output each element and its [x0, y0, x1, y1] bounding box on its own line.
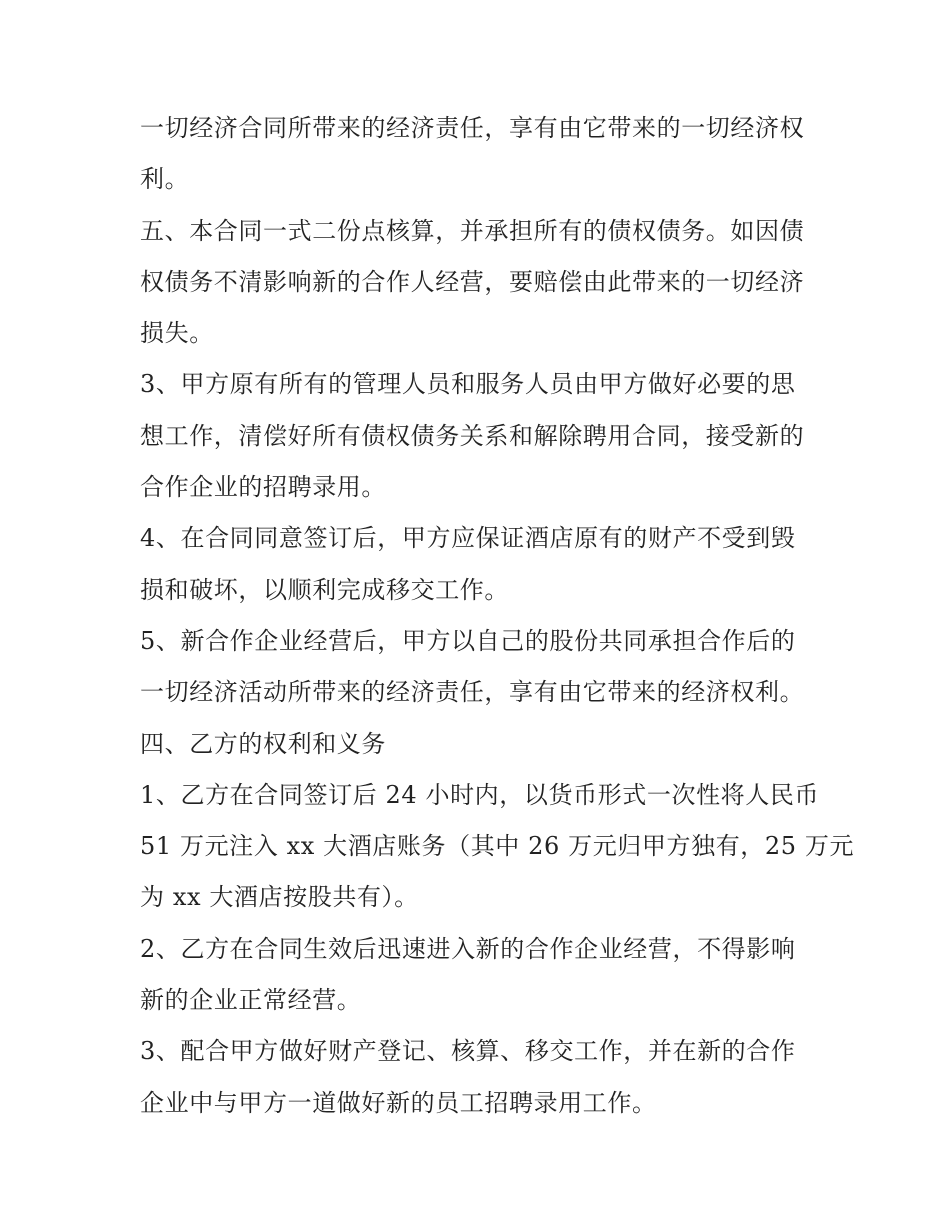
document-body [140, 103, 855, 1129]
text-line: 权债务不清影响新的合作人经营，要赔偿由此带来的一切经济 [140, 267, 805, 296]
text-line: 一切经济合同所带来的经济责任，享有由它带来的一切经济权 [140, 114, 805, 142]
text-line: 一切经济活动所带来的经济责任，享有由它带来的经济权利。 [140, 678, 805, 707]
section-heading: 四、乙方的权利和义务 [140, 729, 386, 758]
text-line: 51 万元注入 xx 大酒店账务（其中 26 万元归甲方独有，25 万元 [140, 832, 855, 861]
text-line: 想工作，清偿好所有债权债务关系和解除聘用合同，接受新的 [140, 421, 805, 450]
text-line: 为 xx 大酒店按股共有）。 [140, 883, 419, 912]
text-line: 利。 [140, 165, 190, 194]
text-line: 企业中与甲方一道做好新的员工招聘录用工作。 [140, 1088, 657, 1117]
text-line: 五、本合同一式二份点核算，并承担所有的债权债务。如因债 [140, 216, 805, 245]
text-line: 4、在合同同意签订后，甲方应保证酒店原有的财产不受到毁 [140, 524, 796, 553]
text-line: 1、乙方在合同签订后 24 小时内，以货币形式一次性将人民币 [140, 780, 820, 809]
text-line: 5、新合作企业经营后，甲方以自己的股份共同承担合作后的 [140, 626, 796, 655]
text-line: 损和破坏，以顺利完成移交工作。 [140, 575, 509, 604]
text-line: 2、乙方在合同生效后迅速进入新的合作企业经营，不得影响 [140, 934, 796, 963]
text-line: 损失。 [140, 319, 214, 348]
text-line: 3、甲方原有所有的管理人员和服务人员由甲方做好必要的思 [140, 370, 796, 399]
text-line: 合作企业的招聘录用。 [140, 473, 386, 502]
text-line: 新的企业正常经营。 [140, 986, 362, 1015]
text-line: 3、配合甲方做好财产登记、核算、移交工作，并在新的合作 [140, 1037, 796, 1066]
